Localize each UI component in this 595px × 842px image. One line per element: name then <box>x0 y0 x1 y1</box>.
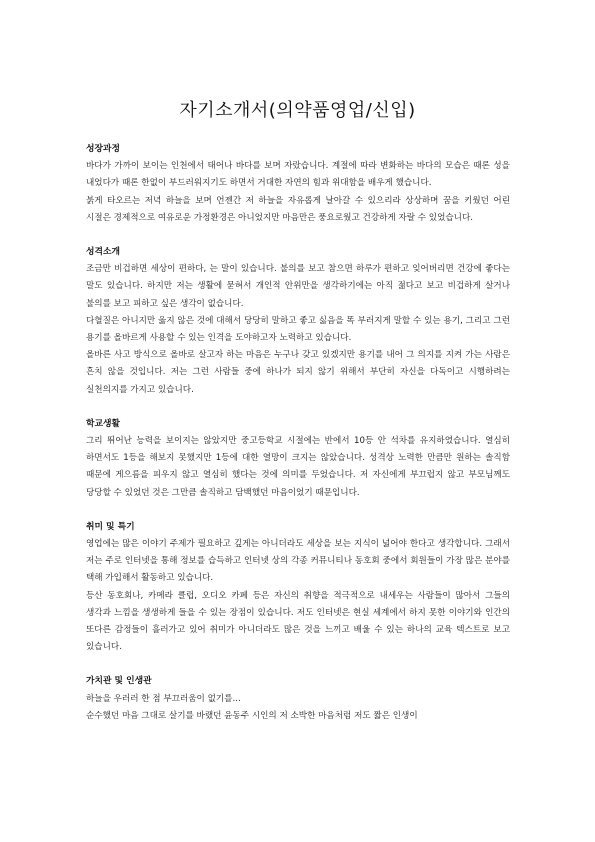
paragraph: 다혈질은 아니지만 옳지 않은 것에 대해서 당당히 말하고 좋고 싫음을 똑 부러지게 말할 수 있는 용기, 그리고 그런 용기를 올바르게 사용할 수 있는 인격을 도야하고자 노력하고 있습니다. <box>86 315 510 344</box>
paragraph: 올바른 사고 방식으로 올바로 살고자 하는 마음은 누구나 갖고 있겠지만 용기를 내어 그 의지를 지켜 가는 사람은 흔치 않을 것입니다. 저는 그런 사람들 중에 하나가 되지 않기 위해서 부단히 자신을 다독이고 시행하려는 실천의지를 가지고 있습니다. <box>86 350 510 395</box>
document-body <box>86 141 510 742</box>
section-school-life <box>86 416 510 502</box>
paragraph: 붉게 타오르는 저녁 하늘을 보며 언젠간 저 하늘을 자유롭게 날아갈 수 있으리라 상상하며 꿈을 키웠던 어린 시절은 경제적으로 여유로운 가정환경은 아니었지만 마음만은 풍요로웠고 건강하게 자랄 수 있었습니다. <box>86 195 510 223</box>
section-values <box>86 673 510 725</box>
paragraph: 바다가 가까이 보이는 인천에서 태어나 바다를 보며 자랐습니다. 계절에 따라 변화하는 바다의 모습은 때론 성을 내었다가 때론 한없이 부드러워지기도 하면서 거대한 자연의 힘과 위대함을 배우게 했습니다. <box>86 161 510 189</box>
document-title: 자기소개서(의약품영업/신입) <box>179 100 416 121</box>
section-heading: 가치관 및 인생관 <box>86 676 152 687</box>
paragraph: 하늘을 우러러 한 점 부끄러움이 없기를... <box>86 693 241 704</box>
paragraph: 조금만 비겁하면 세상이 편하다, 는 말이 있습니다. 불의를 보고 참으면 하루가 편하고 잊어버리면 건강에 좋다는 말도 있습니다. 하지만 저는 생활에 묻혀서 개인적 안위만을 생각하기에는 아직 젊다고 보고 비겁하게 살거나 불의를 보고 피하고 싶은 생각이 없습니다. <box>86 264 510 309</box>
section-hobbies <box>86 519 510 657</box>
section-heading: 학교생활 <box>86 418 120 429</box>
paragraph: 영업에는 많은 이야기 주제가 필요하고 깊게는 아니더라도 세상을 보는 지식이 넓어야 한다고 생각합니다. 그래서 저는 주로 인터넷을 통해 정보를 습득하고 인터넷 상의 각종 커뮤니티나 동호회 중에서 회원들이 가장 많은 분야를 택해 가입해서 활동하고 있습니다. <box>86 539 510 584</box>
section-heading: 취미 및 특기 <box>86 521 135 532</box>
section-personality <box>86 244 510 399</box>
paragraph: 등산 동호회나, 카메라 클럽, 오디오 카페 등은 자신의 취향을 적극적으로 내세우는 사람들이 많아서 그들의 생각과 느낌을 생생하게 들을 수 있는 장점이 있습니다. 저도 인터넷은 현실 세계에서 하지 못한 이야기와 인간의 또다른 감정들이 흘러가고 있어 취미가 아니더라도 많은 것을 느끼고 배울 수 있는 하나의 교육 텍스트로 보고 있습니다. <box>86 590 510 653</box>
paragraph: 순수했던 마음 그대로 살기를 바랬던 윤동주 시인의 저 소박한 마음처럼 저도 짧은 인생이 <box>86 710 418 721</box>
section-heading: 성장과정 <box>86 144 120 154</box>
section-heading: 성격소개 <box>86 247 120 258</box>
paragraph: 그리 뛰어난 능력을 보이지는 않았지만 중고등학교 시절에는 반에서 10등 안 석차를 유지하였습니다. 열심히 하면서도 1등을 해보지 못했지만 1등에 대한 열망이 크지는 않았습니다. 성격상 노력한 만큼만 원하는 솔직함 때문에 게으름을 피우지 않고 열심히 했다는 것에 의미를 두었습니다. 저 자신에게 부끄럽지 않고 부모님께도 당당할 수 있었던 것은 그만큼 솔직하고 담백했던 마음이었기 때문입니다. <box>86 436 510 498</box>
section-growth <box>86 141 510 227</box>
